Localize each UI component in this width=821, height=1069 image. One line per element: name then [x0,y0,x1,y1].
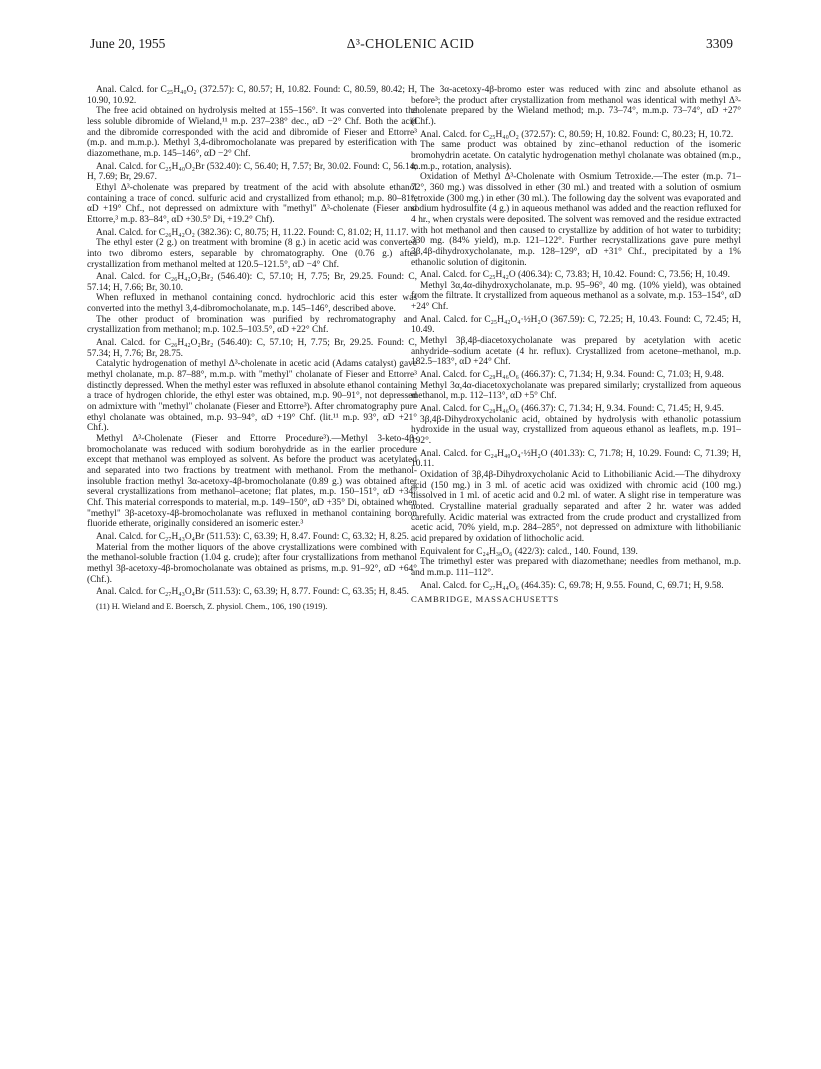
paragraph: The trimethyl ester was prepared with diazomethane; needles from methanol, m.p. and m.m.p. 111–112°. [411,557,741,578]
left-column [87,85,417,613]
paragraph: Anal. Calcd. for C₂₇H₄₃O₄Br (511.53): C, 63.39; H, 8.77. Found: C, 63.35; H, 8.45. [96,587,409,598]
paragraph: The 3α-acetoxy-4β-bromo ester was reduced with zinc and absolute ethanol as before³; the product after crystallization from methanol was identical with methyl Δ³-cholenate prepared by the Wieland method; m.p. 73–74°, m.m.p. 73–74°, αD +27° (Chf.). [411,85,741,127]
paragraph: Anal. Calcd. for C₂₅H₄₀O₂ (372.57): C, 80.59; H, 10.82. Found: C, 80.23; H, 10.72. [420,129,734,140]
institution-location: CAMBRIDGE, MASSACHUSETTS [411,594,560,605]
paragraph: Methyl Δ³-Cholenate (Fieser and Ettorre Procedure³).—Methyl 3-keto-4β-bromocholanate was reduced with sodium borohydride as in the earlier procedure except that methanol was employed as solvent. As before the product was acetylated and separated into two fractions by treatment with methanol. From the methanol-insoluble fraction methyl 3α-acetoxy-4β-bromocholanate (0.89 g.) was obtained after several crystallizations from methanol–acetone; flat plates, m.p. 150–151°, αD +34° Chf. This material corresponds to material, m.p. 149–150°, αD +35° Di, obtained when "methyl" 3β-acetoxy-4β-bromocholanate was refluxed in methanol containing boron fluoride etherate, originally considered an isomeric ester.³ [87,434,417,530]
paragraph: Ethyl Δ³-cholenate was prepared by treatment of the acid with absolute ethanol containing a trace of concd. sulfuric acid and crystallized from ethanol; m.p. 80–81°, αD +19° Chf., not depressed on admixture with "methyl" Δ³-cholenate (Fieser and Ettorre,³ m.p. 83–84°, αD +30.5° Di, +19.2° Chf). [87,182,417,225]
issue-date: June 20, 1955 [90,36,166,51]
paragraph: Anal. Calcd. for C₂₆H₄₂O₂ (382.36): C, 80.75; H, 11.22. Found: C, 81.02; H, 11.17. [96,227,409,238]
paragraph: The other product of bromination was purified by rechromatography and crystallization from methanol; m.p. 102.5–103.5°, αD +22° Chf. [87,314,417,336]
paragraph: Oxidation of Methyl Δ³-Cholenate with Osmium Tetroxide.—The ester (m.p. 71–72°, 360 mg.) was dissolved in ether (30 ml.) and treated with a solution of osmium tetroxide (300 mg.) in ether (30 ml.). The following day the solvent was evaporated and sodium hydrosulfite (4 g.) in aqueous methanol was added and the reaction refluxed for 4 hr., when crystals were deposited. The solvent was removed and the residue extracted with hot methanol and then caused to crystallize by addition of hot water to turbidity; 330 mg. (84% yield), m.p. 121–122°. Further recrystallizations gave pure methyl 3β,4β-dihydroxycholanate, m.p. 128–129°, αD +31° Chf., precipitated by a 1% ethanolic solution of digitonin. [411,172,741,268]
paragraph: Anal. Calcd. for C₂₅H₄₀O₂ (372.57): C, 80.57; H, 10.82. Found: C, 80.59, 80.42; H, 10.90, 10.92. [87,85,417,106]
paragraph: Equivalent for C₂₄H₃₈O₆ (422/3): calcd., 140. Found, 139. [420,546,638,557]
footnote: (11) H. Wieland and E. Boersch, Z. physiol. Chem., 106, 190 (1919). [96,601,328,611]
paragraph: Oxidation of 3β,4β-Dihydroxycholanic Acid to Lithobilianic Acid.—The dihydroxy acid (150 mg.) in 3 ml. of acetic acid was oxidized with chromic acid (100 mg.) dissolved in 1 ml. of acetic acid and 0.2 ml. of water. A slight rise in temperature was noted. Crystalline material gradually separated and after 2 hr. water was added carefully. Acidic material was extracted from the crude product and crystallized from acetic acid, 70% yield, m.p. 284–285°, not depressed on admixture with lithobilianic acid prepared by oxidation of lithocholic acid. [411,469,741,544]
paragraph: Anal. Calcd. for C₂₆H₄₂O₂Br₂ (546.40): C, 57.10; H, 7.75; Br, 29.25. Found: C, 57.14; H, 7.66; Br, 30.10. [87,272,417,293]
paragraph: Methyl 3α,4α-dihydroxycholanate, m.p. 95–96°, 40 mg. (10% yield), was obtained from the filtrate. It crystallized from aqueous methanol as a solvate, m.p. 153–154°, αD +24° Chf. [411,280,741,313]
paragraph: Methyl 3β,4β-diacetoxycholanate was prepared by acetylation with acetic anhydride–sodium acetate (4 hr. reflux). Crystallized from acetone–methanol, m.p. 182.5–183°, αD +24° Chf. [411,336,741,368]
paragraph: Methyl 3α,4α-diacetoxycholanate was prepared similarly; crystallized from aqueous methanol, m.p. 112–113°, αD +5° Chf. [411,380,741,402]
paragraph: Catalytic hydrogenation of methyl Δ³-cholenate in acetic acid (Adams catalyst) gave methyl cholanate, m.p. 87–88°, m.m.p. with "methyl" cholanate of Fieser and Ettorre³ distinctly depressed. When the methyl ester was refluxed in absolute ethanol containing a trace of hydrogen chloride, the ethyl ester was obtained, m.p. 90–91°, not depressed on admixture with "methyl" cholanate (Fieser and Ettorre³). After chromatography pure ethyl cholanate was obtained, m.p. 93–94°, αD +19° Chf. (lit.¹¹ m.p. 93°, αD +21° Chf.). [87,359,417,434]
paragraph: Anal. Calcd. for C₂₉H₄₆O₆ (466.37): C, 71.34; H, 9.34. Found: C, 71.03; H, 9.48. [420,370,724,381]
paragraph: Anal. Calcd. for C₂₆H₄₂O₂Br₂ (546.40): C, 57.10; H, 7.75; Br, 29.25. Found: C, 57.34; H, 7.76; Br, 28.75. [87,338,417,359]
running-title: Δ³-CHOLENIC ACID [346,36,475,51]
page-number: 3309 [706,36,733,51]
paragraph: Anal. Calcd. for C₂₅H₄₂O (406.34): C, 73.83; H, 10.42. Found: C, 73.56; H, 10.49. [420,270,730,281]
paragraph: Material from the mother liquors of the above crystallizations were combined with the methanol-soluble fraction (1.04 g. crude); after four crystallizations from methanol methyl 3β-acetoxy-4β-bromocholanate was obtained as prisms, m.p. 91–92°, αD +64° (Chf.). [87,542,417,585]
paragraph: Anal. Calcd. for C₂₅H₄₂O₄·½H₂O (367.59): C, 72.25; H, 10.43. Found: C, 72.45; H, 10.49. [411,314,741,336]
paragraph: 3β,4β-Dihydroxycholanic acid, obtained by hydrolysis with ethanolic potassium hydroxide in the usual way, crystallized from aqueous ethanol as leaflets, m.p. 191–192°. [411,414,741,446]
paragraph: The ethyl ester (2 g.) on treatment with bromine (8 g.) in acetic acid was converted into two dibromo esters, separable by chromatography. One (0.76 g.) after crystallization from methanol melted at 120.5–121.5°, αD −4° Chf. [87,238,417,270]
paragraph: Anal. Calcd. for C₂₇H₄₃O₄Br (511.53): C, 63.39; H, 8.47. Found: C, 63.32; H, 8.25. [96,531,409,542]
paragraph: Anal. Calcd. for C₂₇H₄₄O₆ (464.35): C, 69.78; H, 9.55. Found, C, 69.71; H, 9.58. [420,580,724,591]
right-column [411,85,741,605]
paragraph: Anal. Calcd. for C₂₅H₄₀O₂Br (532.40): C, 56.40; H, 7.57; Br, 30.02. Found: C, 56.14; H, 7.69; Br, 29.67. [87,161,417,183]
paragraph: Anal. Calcd. for C₂₉H₄₆O₆ (466.37): C, 71.34; H, 9.34. Found: C, 71.45; H, 9.45. [420,404,724,415]
paragraph: The free acid obtained on hydrolysis melted at 155–156°. It was converted into the less soluble dibromide of Wieland,¹¹ m.p. 237–238° dec., αD −2° Chf. Both the acid and the dibromide corresponded with the acid and dibromide of Fieser and Ettorre³ (m.p. and m.m.p.). Methyl 3,4-dibromocholanate was prepared by esterification with diazomethane, m.p. 145–146°, αD −2° Chf. [87,106,417,159]
paragraph: The same product was obtained by zinc–ethanol reduction of the isomeric bromohydrin acetate. On catalytic hydrogenation methyl cholanate was obtained (m.p., m.m.p., rotation, analysis). [411,140,741,172]
paragraph: Anal. Calcd. for C₂₄H₄₀O₄·½H₂O (401.33): C, 71.78; H, 10.29. Found: C, 71.39; H, 10.11. [411,448,741,470]
paragraph: When refluxed in methanol containing concd. hydrochloric acid this ester was converted into the methyl 3,4-dibromocholanate, m.p. 145–146°, described above. [87,293,417,315]
